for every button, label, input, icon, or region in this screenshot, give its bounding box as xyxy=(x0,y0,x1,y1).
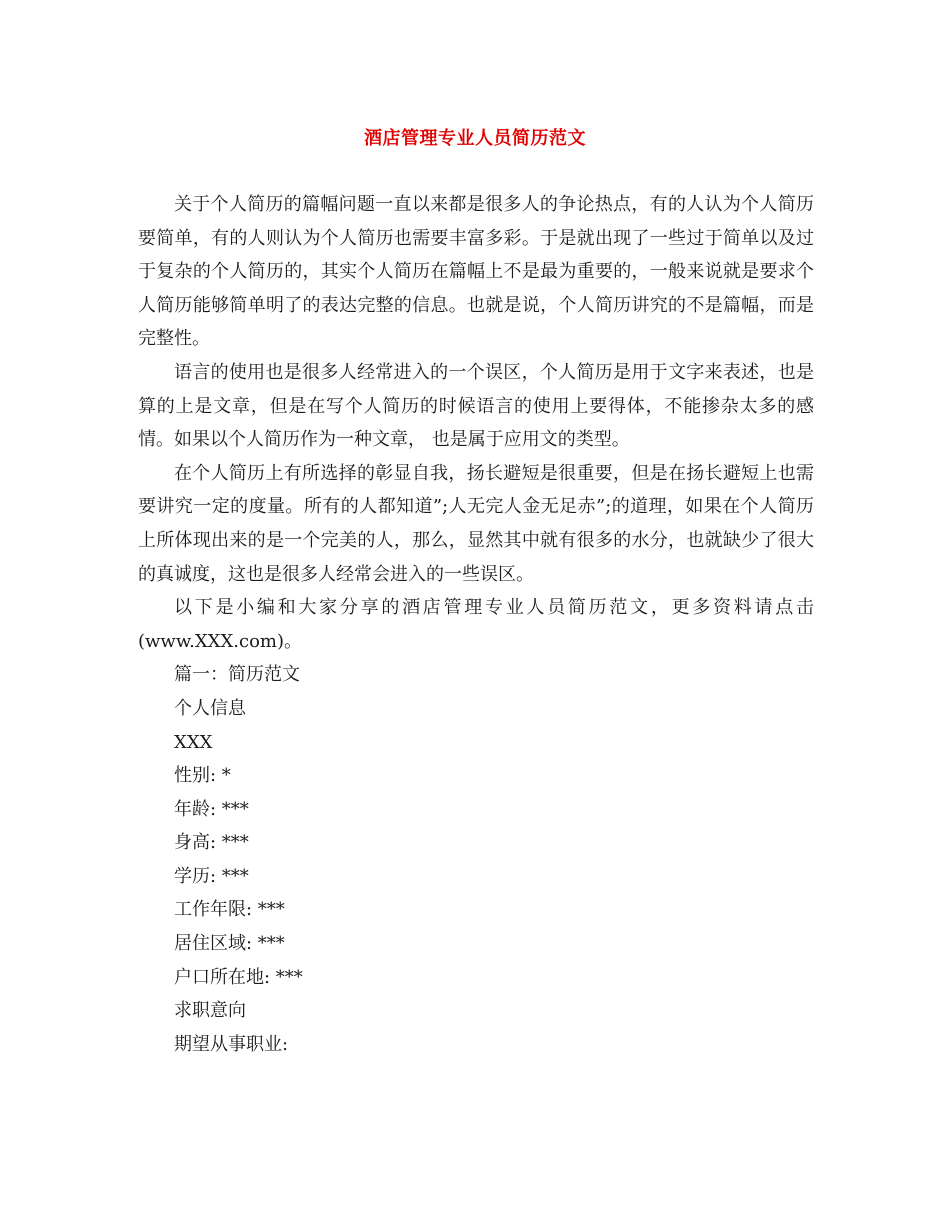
info-work-years: 工作年限: *** xyxy=(174,899,285,921)
paragraph-self-presentation: 在个人简历上有所选择的彰显自我，扬长避短是很重要，但是在扬长避短上也需要讲究一定的度量。所有的人都知道”;人无完人金无足赤”;的道理，如果在个人简历上所体现出来的是一个完美的人，那么，显然其中就有很多的水分，也就缺少了很大的真诚度，这也是很多人经常会进入的一些误区。 xyxy=(138,462,814,585)
section-heading-job-intention: 求职意向 xyxy=(174,1000,246,1022)
paragraph-resume-length: 关于个人简历的篇幅问题一直以来都是很多人的争论热点，有的人认为个人简历要简单，有的人则认为个人简历也需要丰富多彩。于是就出现了一些过于简单以及过于复杂的个人简历的，其实个人简历在篇幅上不是最为重要的，一般来说就是要求个人简历能够简单明了的表达完整的信息。也就是说，个人简历讲究的不是篇幅，而是完整性。 xyxy=(138,194,814,350)
section-heading-personal-info: 个人信息 xyxy=(174,697,246,719)
info-household-registration: 户口所在地: *** xyxy=(174,966,303,988)
info-height: 身高: *** xyxy=(174,832,249,854)
section-heading-sample-one: 篇一：简历范文 xyxy=(174,664,300,686)
document-body xyxy=(138,188,814,1061)
info-gender: 性别: * xyxy=(174,765,231,787)
document-title: 酒店管理专业人员简历范文 xyxy=(364,128,586,149)
info-age: 年龄: *** xyxy=(174,798,249,820)
info-education: 学历: *** xyxy=(174,865,249,887)
info-desired-occupation: 期望从事职业: xyxy=(174,1033,289,1055)
info-residence: 居住区域: *** xyxy=(174,933,285,955)
info-name: XXX xyxy=(174,731,213,753)
paragraph-intro-link: 以下是小编和大家分享的酒店管理专业人员简历范文，更多资料请点击(www.XXX.com)。 xyxy=(138,597,814,652)
paragraph-language-use: 语言的使用也是很多人经常进入的一个误区，个人简历是用于文字来表述，也是算的上是文章，但是在写个人简历的时候语言的使用上要得体，不能掺杂太多的感情。如果以个人简历作为一种文章， 也是属于应用文的类型。 xyxy=(138,361,814,451)
